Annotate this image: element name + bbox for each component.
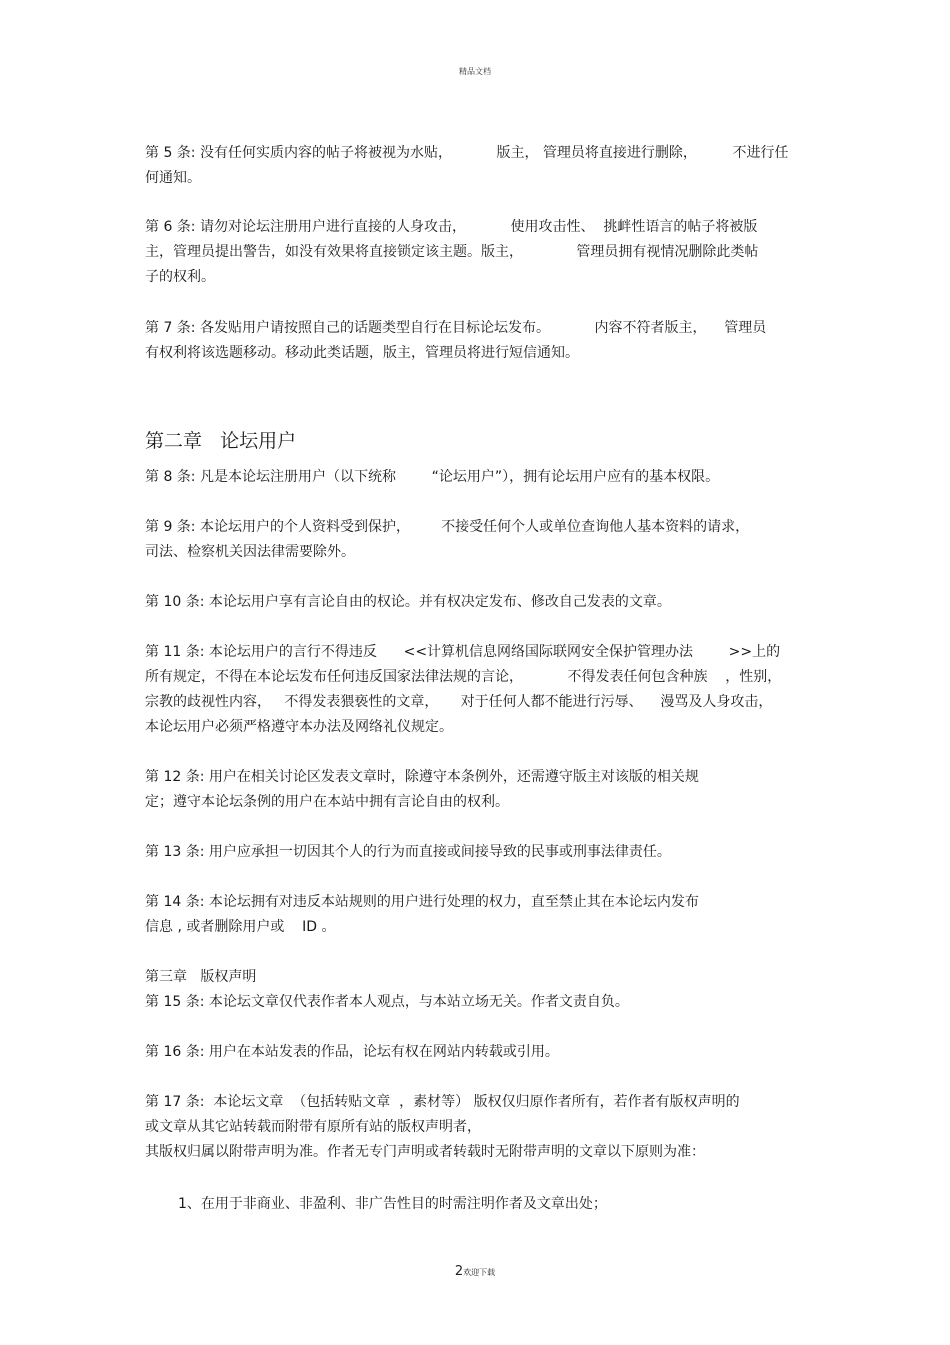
- text-line: 所有规定，不得在本论坛发布任何违反国家法律法规的言论， 不得发表任何包含种族 ，性别，: [145, 669, 782, 685]
- text-line: 第 15 条: 本论坛文章仅代表作者本人观点，与本站立场无关。作者文责自负。: [145, 994, 629, 1010]
- chapter-heading: 第二章 论坛用户: [145, 430, 297, 452]
- text-line: 第 14 条: 本论坛拥有对违反本站规则的用户进行处理的权力，直至禁止其在本论坛内发布: [145, 894, 699, 910]
- text-line: 或文章从其它站转载而附带有原所有站的版权声明者，: [145, 1119, 481, 1135]
- text-line: 司法、检察机关因法律需要除外。: [145, 544, 355, 560]
- text-line: 何通知。: [145, 170, 201, 186]
- text-line: 第 5 条: 没有任何实质内容的帖子将被视为水贴， 版主， 管理员将直接进行删除， 不进行任: [145, 145, 789, 161]
- text-line: 第 6 条: 请勿对论坛注册用户进行直接的人身攻击， 使用攻击性、 挑衅性语言的帖子将被版: [145, 219, 758, 235]
- text-line: 第 17 条: 本论坛文章 （包括转贴文章 ，素材等） 版权仅归原作者所有，若作者有版权声明的: [145, 1094, 740, 1110]
- text-line: 第 7 条: 各发贴用户请按照自己的话题类型自行在目标论坛发布。 内容不符者版主， 管理员: [145, 320, 767, 336]
- text-line: 有权利将该选题移动。移动此类话题，版主，管理员将进行短信通知。: [145, 345, 579, 361]
- text-line: 第 10 条: 本论坛用户享有言论自由的权论。并有权决定发布、修改自己发表的文章。: [145, 594, 671, 610]
- text-line: 定；遵守本论坛条例的用户在本站中拥有言论自由的权利。: [145, 794, 509, 810]
- page-footer: [0, 1260, 950, 1279]
- text-line: 第 16 条: 用户在本站发表的作品，论坛有权在网站内转载或引用。: [145, 1044, 559, 1060]
- footer-text: 欢迎下载: [463, 1268, 496, 1277]
- text-line: 信息 , 或者删除用户或 ID 。: [145, 919, 336, 935]
- text-line: 第 9 条: 本论坛用户的个人资料受到保护， 不接受任何个人或单位查询他人基本资料的请求，: [145, 519, 750, 535]
- text-line: 第 8 条: 凡是本论坛注册用户（以下统称 “论坛用户”），拥有论坛用户应有的基本权限。: [145, 469, 720, 485]
- text-line: 其版权归属以附带声明为准。作者无专门声明或者转载时无附带声明的文章以下原则为准：: [145, 1144, 705, 1160]
- text-line: 主，管理员提出警告，如没有效果将直接锁定该主题。版主， 管理员拥有视情况删除此类帖: [145, 244, 759, 260]
- text-line: 第 13 条: 用户应承担一切因其个人的行为而直接或间接导致的民事或刑事法律责任。: [145, 844, 671, 860]
- text-line: 第 11 条: 本论坛用户的言行不得违反 <<计算机信息网络国际联网安全保护管理办法 >>上的: [145, 644, 781, 660]
- page-number: 2: [454, 1264, 464, 1279]
- list-item: 1、在用于非商业、非盈利、非广告性目的时需注明作者及文章出处；: [178, 1196, 607, 1212]
- text-line: 宗教的歧视性内容， 不得发表猥亵性的文章， 对于任何人都不能进行污辱、 漫骂及人身攻击，: [145, 694, 773, 710]
- text-line: 本论坛用户必须严格遵守本办法及网络礼仪规定。: [145, 719, 453, 735]
- text-line: 子的权利。: [145, 269, 215, 285]
- page-header: 精品文档: [459, 67, 491, 76]
- text-line: 第 12 条: 用户在相关讨论区发表文章时，除遵守本条例外，还需遵守版主对该版的相关规: [145, 769, 699, 785]
- chapter-heading: 第三章 版权声明: [145, 969, 257, 985]
